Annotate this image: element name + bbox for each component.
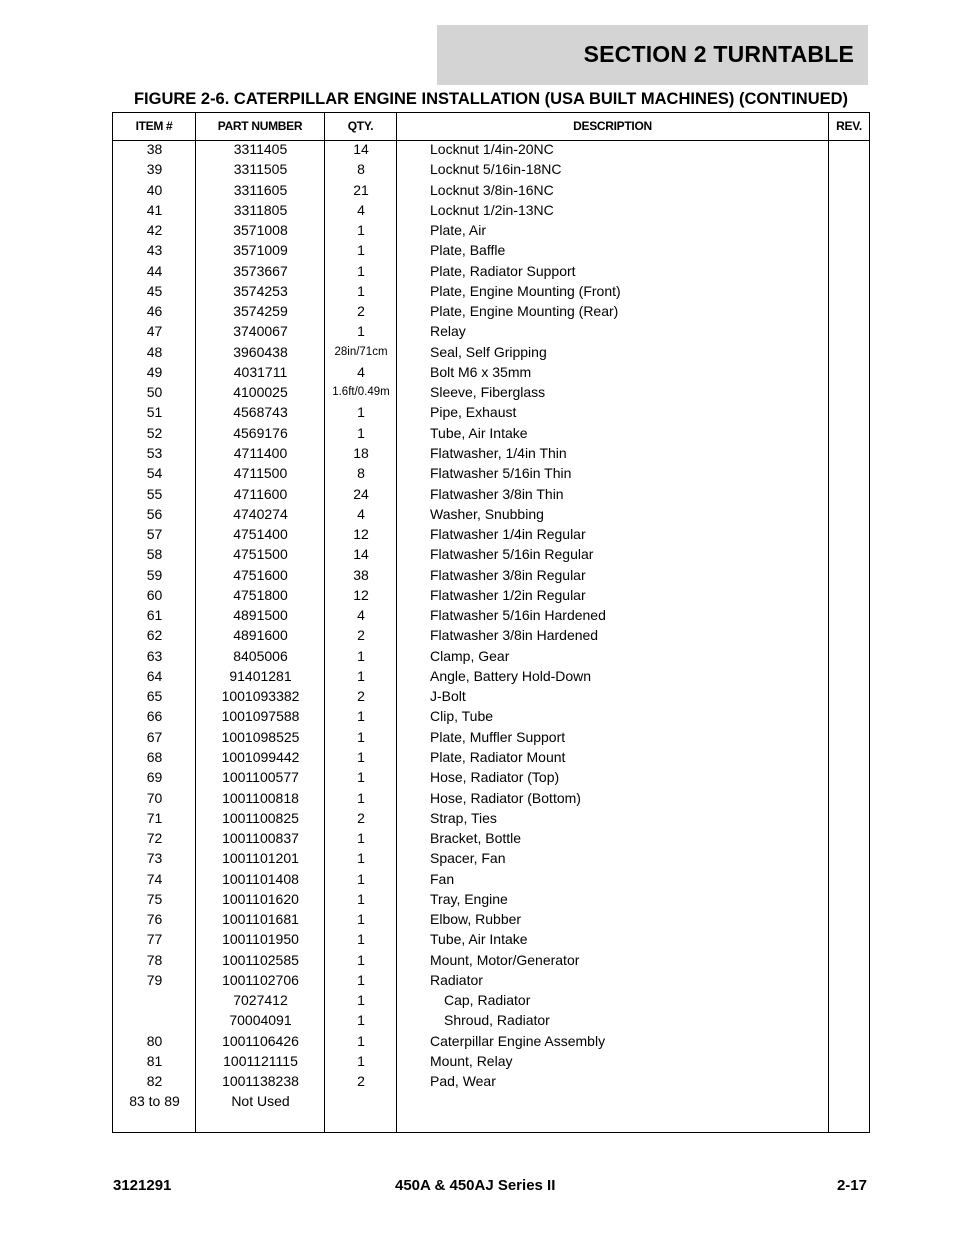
description-cell: Pad, Wear bbox=[430, 1073, 496, 1090]
table-row bbox=[113, 524, 869, 544]
footer-model: 450A & 450AJ Series II bbox=[395, 1177, 556, 1194]
qty-cell: 1 bbox=[357, 830, 365, 847]
item-cell: 61 bbox=[146, 607, 163, 624]
part-number-cell: 4568743 bbox=[233, 404, 288, 421]
part-number-cell: 3311605 bbox=[233, 181, 288, 198]
part-number-cell: 3571008 bbox=[233, 222, 288, 239]
description-cell: Seal, Self Gripping bbox=[430, 343, 547, 360]
description-cell: Bolt M6 x 35mm bbox=[430, 363, 532, 380]
table-row bbox=[113, 848, 869, 868]
header-qty: QTY. bbox=[347, 119, 374, 133]
description-cell: Mount, Motor/Generator bbox=[430, 951, 580, 968]
qty-cell: 14 bbox=[353, 546, 369, 563]
table-row bbox=[113, 565, 869, 585]
part-number-cell: 1001101681 bbox=[222, 911, 299, 928]
description-cell: Tray, Engine bbox=[430, 890, 508, 907]
qty-cell: 1.6ft/0.49m bbox=[332, 386, 390, 399]
description-cell: Flatwasher, 1/4in Thin bbox=[430, 444, 567, 461]
item-cell: 80 bbox=[146, 1032, 163, 1049]
part-number-cell: 7027412 bbox=[233, 992, 288, 1009]
qty-cell: 4 bbox=[357, 363, 365, 380]
description-cell: Spacer, Fan bbox=[430, 850, 506, 867]
item-cell: 68 bbox=[146, 748, 163, 765]
table-row bbox=[113, 301, 869, 321]
figure-title: FIGURE 2-6. CATERPILLAR ENGINE INSTALLATION (USA BUILT MACHINES) (CONTINUED) bbox=[133, 90, 849, 108]
item-cell: 49 bbox=[146, 363, 163, 380]
qty-cell: 2 bbox=[357, 627, 365, 644]
item-cell: 53 bbox=[146, 444, 163, 461]
qty-cell: 1 bbox=[357, 971, 365, 988]
description-cell: Elbow, Rubber bbox=[430, 911, 522, 928]
qty-cell: 4 bbox=[357, 201, 365, 218]
qty-cell: 2 bbox=[357, 303, 365, 320]
qty-cell: 1 bbox=[357, 222, 365, 239]
qty-cell: 2 bbox=[357, 809, 365, 826]
item-cell: 65 bbox=[146, 688, 163, 705]
table-row bbox=[113, 1091, 869, 1111]
table-row bbox=[113, 666, 869, 686]
part-number-cell: 4031711 bbox=[233, 363, 288, 380]
qty-cell: 1 bbox=[357, 424, 365, 441]
description-cell: Mount, Relay bbox=[430, 1052, 513, 1069]
item-cell: 62 bbox=[146, 627, 163, 644]
part-number-cell: 1001100818 bbox=[222, 789, 299, 806]
item-cell: 39 bbox=[146, 161, 163, 178]
qty-cell: 1 bbox=[357, 911, 365, 928]
header-rev: REV. bbox=[836, 119, 862, 133]
part-number-cell: 1001102706 bbox=[222, 971, 299, 988]
item-cell: 79 bbox=[146, 971, 163, 988]
item-cell: 50 bbox=[146, 384, 163, 401]
description-cell: Plate, Engine Mounting (Rear) bbox=[430, 303, 619, 320]
description-cell: Locknut 1/2in-13NC bbox=[430, 201, 554, 218]
item-cell: 48 bbox=[146, 343, 163, 360]
item-cell: 46 bbox=[146, 303, 163, 320]
item-cell: 38 bbox=[146, 141, 163, 157]
part-number-cell: 3311805 bbox=[233, 201, 288, 218]
part-number-cell: 70004091 bbox=[229, 1012, 292, 1029]
item-cell: 63 bbox=[146, 647, 163, 664]
description-cell: Shroud, Radiator bbox=[444, 1012, 550, 1029]
qty-cell: 1 bbox=[357, 789, 365, 806]
qty-cell: 1 bbox=[357, 769, 365, 786]
qty-cell: 1 bbox=[357, 404, 365, 421]
item-cell: 52 bbox=[146, 424, 163, 441]
table-row bbox=[113, 139, 869, 159]
section-header bbox=[437, 25, 868, 85]
part-number-cell: 1001093382 bbox=[221, 688, 300, 705]
part-number-cell: 4711600 bbox=[233, 485, 288, 502]
table-row bbox=[113, 605, 869, 625]
item-cell: 45 bbox=[146, 282, 163, 299]
part-number-cell: 1001101620 bbox=[222, 890, 299, 907]
part-number-cell: 1001100825 bbox=[222, 809, 299, 826]
description-cell: Flatwasher 3/8in Hardened bbox=[430, 627, 599, 644]
item-cell: 40 bbox=[146, 181, 163, 198]
description-cell: Fan bbox=[430, 870, 455, 887]
section-title: SECTION 2 TURNTABLE bbox=[583, 41, 854, 67]
description-cell: Flatwasher 5/16in Regular bbox=[430, 546, 594, 563]
qty-cell: 12 bbox=[353, 526, 369, 543]
qty-cell: 1 bbox=[357, 262, 365, 279]
table-row bbox=[113, 808, 869, 828]
table-row bbox=[113, 220, 869, 240]
item-cell: 41 bbox=[146, 201, 163, 218]
description-cell: Flatwasher 5/16in Thin bbox=[430, 465, 572, 482]
qty-cell: 1 bbox=[357, 1012, 365, 1029]
qty-cell: 1 bbox=[357, 647, 365, 664]
table-row bbox=[113, 929, 869, 949]
table-row bbox=[113, 747, 869, 767]
part-number-cell: 4751600 bbox=[233, 566, 288, 583]
item-cell: 77 bbox=[146, 931, 163, 948]
qty-cell: 1 bbox=[357, 870, 365, 887]
description-cell: Locknut 1/4in-20NC bbox=[430, 141, 554, 157]
qty-cell: 2 bbox=[357, 688, 365, 705]
part-number-cell: 4711400 bbox=[233, 444, 288, 461]
part-number-cell: 3571009 bbox=[233, 242, 288, 259]
description-cell: Hose, Radiator (Bottom) bbox=[430, 789, 581, 806]
table-row bbox=[113, 261, 869, 281]
qty-cell: 1 bbox=[357, 992, 365, 1009]
table-row bbox=[113, 909, 869, 929]
part-number-cell: Not Used bbox=[231, 1093, 290, 1110]
description-cell: Flatwasher 1/2in Regular bbox=[430, 586, 586, 603]
part-number-cell: 1001098525 bbox=[221, 728, 300, 745]
table-row bbox=[113, 1010, 869, 1030]
qty-cell: 1 bbox=[357, 242, 365, 259]
item-cell: 56 bbox=[146, 505, 163, 522]
table-row bbox=[113, 686, 869, 706]
table-row bbox=[113, 1031, 869, 1051]
table-row bbox=[113, 767, 869, 787]
description-cell: Flatwasher 1/4in Regular bbox=[430, 526, 586, 543]
part-number-cell: 1001102585 bbox=[222, 951, 299, 968]
table-row bbox=[113, 869, 869, 889]
part-number-cell: 4569176 bbox=[233, 424, 288, 441]
part-number-cell: 4751800 bbox=[233, 586, 288, 603]
table-row bbox=[113, 240, 869, 260]
part-number-cell: 1001106426 bbox=[222, 1032, 299, 1049]
part-number-cell: 1001100837 bbox=[222, 830, 299, 847]
qty-cell: 38 bbox=[353, 566, 369, 583]
qty-cell: 1 bbox=[357, 1052, 365, 1069]
description-cell: Plate, Muffler Support bbox=[430, 728, 566, 745]
description-cell: Pipe, Exhaust bbox=[430, 404, 517, 421]
part-number-cell: 4891500 bbox=[233, 607, 288, 624]
table-row bbox=[113, 889, 869, 909]
table-row bbox=[113, 585, 869, 605]
footer-page-number: 2-17 bbox=[836, 1177, 867, 1194]
table-row bbox=[113, 484, 869, 504]
part-number-cell: 3311505 bbox=[233, 161, 288, 178]
table-row bbox=[113, 788, 869, 808]
table-row bbox=[113, 544, 869, 564]
part-number-cell: 1001101950 bbox=[222, 931, 299, 948]
table-row bbox=[113, 1071, 869, 1091]
part-number-cell: 1001097588 bbox=[221, 708, 300, 725]
part-number-cell: 1001100577 bbox=[222, 769, 299, 786]
description-cell: Angle, Battery Hold-Down bbox=[430, 667, 592, 684]
table-row bbox=[113, 625, 869, 645]
qty-cell: 8 bbox=[357, 465, 365, 482]
part-number-cell: 3311405 bbox=[233, 141, 288, 157]
table-row bbox=[113, 200, 869, 220]
description-cell: Plate, Engine Mounting (Front) bbox=[430, 282, 621, 299]
item-cell: 42 bbox=[146, 222, 163, 239]
part-number-cell: 4711500 bbox=[233, 465, 288, 482]
description-cell: Tube, Air Intake bbox=[430, 424, 528, 441]
part-number-cell: 1001138238 bbox=[222, 1073, 299, 1090]
description-cell: Clip, Tube bbox=[430, 708, 494, 725]
part-number-cell: 3573667 bbox=[233, 262, 288, 279]
part-number-cell: 91401281 bbox=[229, 667, 292, 684]
part-number-cell: 3960438 bbox=[233, 343, 288, 360]
item-cell: 43 bbox=[146, 242, 163, 259]
item-cell: 82 bbox=[146, 1073, 163, 1090]
item-cell: 74 bbox=[146, 870, 163, 887]
description-cell: Plate, Air bbox=[430, 222, 487, 239]
table-row bbox=[113, 970, 869, 990]
part-number-cell: 1001099442 bbox=[221, 748, 300, 765]
item-cell: 83 to 89 bbox=[129, 1093, 180, 1110]
description-cell: Plate, Radiator Mount bbox=[430, 748, 566, 765]
item-cell: 51 bbox=[146, 404, 163, 421]
item-cell: 64 bbox=[146, 667, 163, 684]
item-cell: 78 bbox=[146, 951, 163, 968]
item-cell: 66 bbox=[146, 708, 163, 725]
footer-doc-number: 3121291 bbox=[113, 1177, 172, 1194]
qty-cell: 1 bbox=[357, 850, 365, 867]
qty-cell: 1 bbox=[357, 1032, 365, 1049]
table-row bbox=[113, 463, 869, 483]
description-cell: Flatwasher 5/16in Hardened bbox=[430, 607, 606, 624]
header-part-number: PART NUMBER bbox=[217, 119, 303, 133]
description-cell: Radiator bbox=[430, 971, 483, 988]
parts-table bbox=[112, 112, 870, 1133]
part-number-cell: 4751400 bbox=[233, 526, 288, 543]
qty-cell: 1 bbox=[357, 323, 365, 340]
qty-cell: 24 bbox=[353, 485, 369, 502]
description-cell: Tube, Air Intake bbox=[430, 931, 528, 948]
description-cell: Strap, Ties bbox=[430, 809, 497, 826]
description-cell: Plate, Radiator Support bbox=[430, 262, 576, 279]
part-number-cell: 3574259 bbox=[233, 303, 288, 320]
part-number-cell: 1001101408 bbox=[222, 870, 299, 887]
part-number-cell: 8405006 bbox=[233, 647, 288, 664]
item-cell: 58 bbox=[146, 546, 163, 563]
table-row bbox=[113, 727, 869, 747]
item-cell: 54 bbox=[146, 465, 163, 482]
description-cell: Locknut 3/8in-16NC bbox=[430, 181, 554, 198]
table-row bbox=[113, 382, 869, 402]
header-description: DESCRIPTION bbox=[573, 119, 652, 133]
table-row bbox=[113, 180, 869, 200]
table-row bbox=[113, 281, 869, 301]
qty-cell: 1 bbox=[357, 748, 365, 765]
qty-cell: 12 bbox=[353, 586, 369, 603]
table-row bbox=[113, 321, 869, 341]
item-cell: 59 bbox=[146, 566, 163, 583]
item-cell: 67 bbox=[146, 728, 163, 745]
qty-cell: 8 bbox=[357, 161, 365, 178]
description-cell: Bracket, Bottle bbox=[430, 830, 522, 847]
qty-cell: 1 bbox=[357, 282, 365, 299]
part-number-cell: 1001101201 bbox=[222, 850, 299, 867]
item-cell: 47 bbox=[146, 323, 163, 340]
qty-cell: 18 bbox=[353, 444, 369, 461]
table-row bbox=[113, 443, 869, 463]
description-cell: Flatwasher 3/8in Thin bbox=[430, 485, 564, 502]
part-number-cell: 3740067 bbox=[233, 323, 288, 340]
item-cell: 76 bbox=[146, 911, 163, 928]
qty-cell: 1 bbox=[357, 951, 365, 968]
qty-cell: 4 bbox=[357, 505, 365, 522]
item-cell: 44 bbox=[146, 262, 163, 279]
part-number-cell: 4740274 bbox=[233, 505, 288, 522]
description-cell: Plate, Baffle bbox=[430, 242, 506, 259]
item-cell: 55 bbox=[146, 485, 163, 502]
item-cell: 75 bbox=[146, 890, 163, 907]
description-cell: Clamp, Gear bbox=[430, 647, 510, 664]
qty-cell: 1 bbox=[357, 728, 365, 745]
table-row bbox=[113, 828, 869, 848]
item-cell: 70 bbox=[146, 789, 163, 806]
part-number-cell: 3574253 bbox=[233, 282, 288, 299]
part-number-cell: 4100025 bbox=[233, 384, 288, 401]
header-item: ITEM # bbox=[135, 119, 173, 133]
table-row bbox=[113, 504, 869, 524]
item-cell: 71 bbox=[146, 809, 163, 826]
item-cell: 69 bbox=[146, 769, 163, 786]
table-body bbox=[113, 139, 869, 1112]
part-number-cell: 4751500 bbox=[233, 546, 288, 563]
description-cell: Caterpillar Engine Assembly bbox=[430, 1032, 606, 1049]
part-number-cell: 4891600 bbox=[233, 627, 288, 644]
item-cell: 73 bbox=[146, 850, 163, 867]
description-cell: J-Bolt bbox=[430, 688, 466, 705]
table-row bbox=[113, 990, 869, 1010]
table-row bbox=[113, 402, 869, 422]
description-cell: Locknut 5/16in-18NC bbox=[430, 161, 562, 178]
qty-cell: 2 bbox=[357, 1073, 365, 1090]
description-cell: Relay bbox=[430, 323, 466, 340]
qty-cell: 1 bbox=[357, 890, 365, 907]
qty-cell: 1 bbox=[357, 667, 365, 684]
qty-cell: 28in/71cm bbox=[334, 345, 388, 358]
table-row bbox=[113, 646, 869, 666]
item-cell: 81 bbox=[146, 1052, 163, 1069]
description-cell: Washer, Snubbing bbox=[430, 505, 544, 522]
qty-cell: 1 bbox=[357, 708, 365, 725]
table-row bbox=[113, 423, 869, 443]
table-row bbox=[113, 342, 869, 362]
table-row bbox=[113, 706, 869, 726]
qty-cell: 1 bbox=[357, 931, 365, 948]
item-cell: 57 bbox=[146, 526, 163, 543]
table-row bbox=[113, 1051, 869, 1071]
item-cell: 72 bbox=[146, 830, 163, 847]
item-cell: 60 bbox=[146, 586, 163, 603]
description-cell: Cap, Radiator bbox=[444, 992, 531, 1009]
qty-cell: 4 bbox=[357, 607, 365, 624]
qty-cell: 14 bbox=[353, 141, 369, 157]
description-cell: Flatwasher 3/8in Regular bbox=[430, 566, 586, 583]
table-row bbox=[113, 159, 869, 179]
table-row bbox=[113, 362, 869, 382]
qty-cell: 21 bbox=[353, 181, 369, 198]
description-cell: Hose, Radiator (Top) bbox=[430, 769, 560, 786]
description-cell: Sleeve, Fiberglass bbox=[430, 384, 546, 401]
part-number-cell: 1001121115 bbox=[223, 1052, 298, 1069]
table-row bbox=[113, 950, 869, 970]
